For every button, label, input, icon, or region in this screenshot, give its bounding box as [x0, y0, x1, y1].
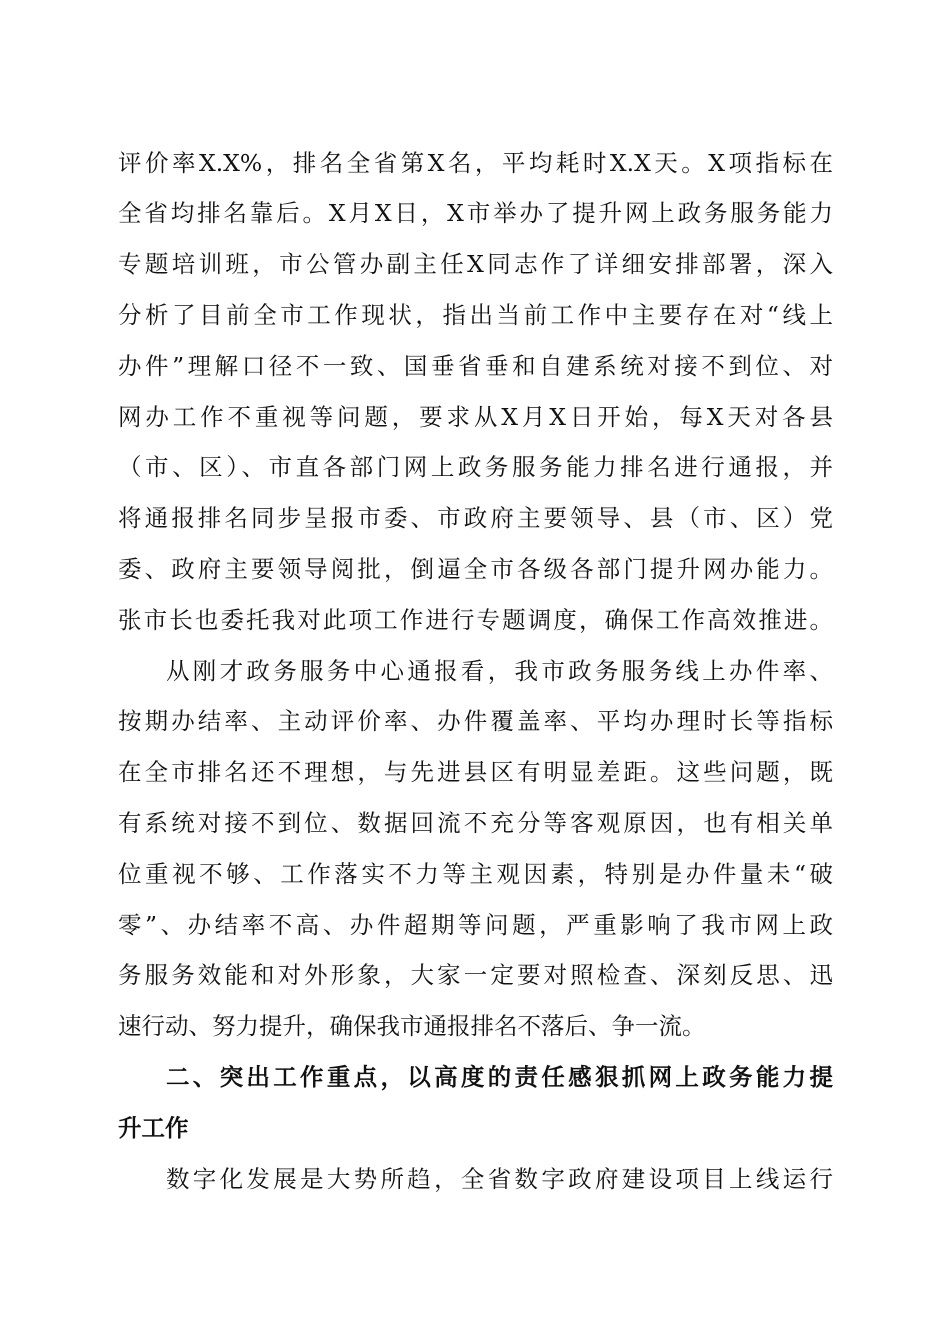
- paragraph-first-line: 从刚才政务服务中心通报看，我市政务服务线上办件率、: [166, 657, 833, 685]
- body-text-line: 分析了目前全市工作现状，指出当前工作中主要存在对“线上: [118, 301, 833, 329]
- body-text-line: 全省均排名靠后。X月X日，X市举办了提升网上政务服务能力: [118, 199, 833, 227]
- body-text-line: 办件”理解口径不一致、国垂省垂和自建系统对接不到位、对: [118, 352, 833, 380]
- body-text-line: 位重视不够、工作落实不力等主观因素，特别是办件量未“破: [118, 860, 833, 888]
- body-text-line: 评价率X.X%，排名全省第X名，平均耗时X.X天。X项指标在: [118, 149, 833, 177]
- body-text-line: 务服务效能和对外形象，大家一定要对照检查、深刻反思、迅: [118, 961, 833, 989]
- body-text-line: （市、区）、市直各部门网上政务服务能力排名进行通报，并: [118, 453, 833, 481]
- body-text-line: 在全市排名还不理想，与先进县区有明显差距。这些问题，既: [118, 758, 833, 786]
- body-text-line: 张市长也委托我对此项工作进行专题调度，确保工作高效推进。: [118, 606, 833, 634]
- body-text-line: 将通报排名同步呈报市委、市政府主要领导、县（市、区）党: [118, 504, 833, 532]
- body-text-line: 网办工作不重视等问题，要求从X月X日开始，每X天对各县: [118, 403, 833, 431]
- section-heading-continuation: 升工作: [118, 1114, 189, 1142]
- body-text-line: 有系统对接不到位、数据回流不充分等客观原因，也有相关单: [118, 809, 833, 837]
- paragraph-first-line: 数字化发展是大势所趋，全省数字政府建设项目上线运行: [166, 1165, 833, 1193]
- body-text-line: 零”、办结率不高、办件超期等问题，严重影响了我市网上政: [118, 911, 833, 939]
- body-text-line: 按期办结率、主动评价率、办件覆盖率、平均办理时长等指标: [118, 707, 833, 735]
- body-text-line: 委、政府主要领导阅批，倒逼全市各级各部门提升网办能力。: [118, 555, 833, 583]
- section-heading: 二、突出工作重点，以高度的责任感狠抓网上政务能力提: [166, 1063, 833, 1091]
- body-text-line: 速行动、努力提升，确保我市通报排名不落后、争一流。: [118, 1012, 706, 1040]
- body-text-line: 专题培训班，市公管办副主任X同志作了详细安排部署，深入: [118, 250, 833, 278]
